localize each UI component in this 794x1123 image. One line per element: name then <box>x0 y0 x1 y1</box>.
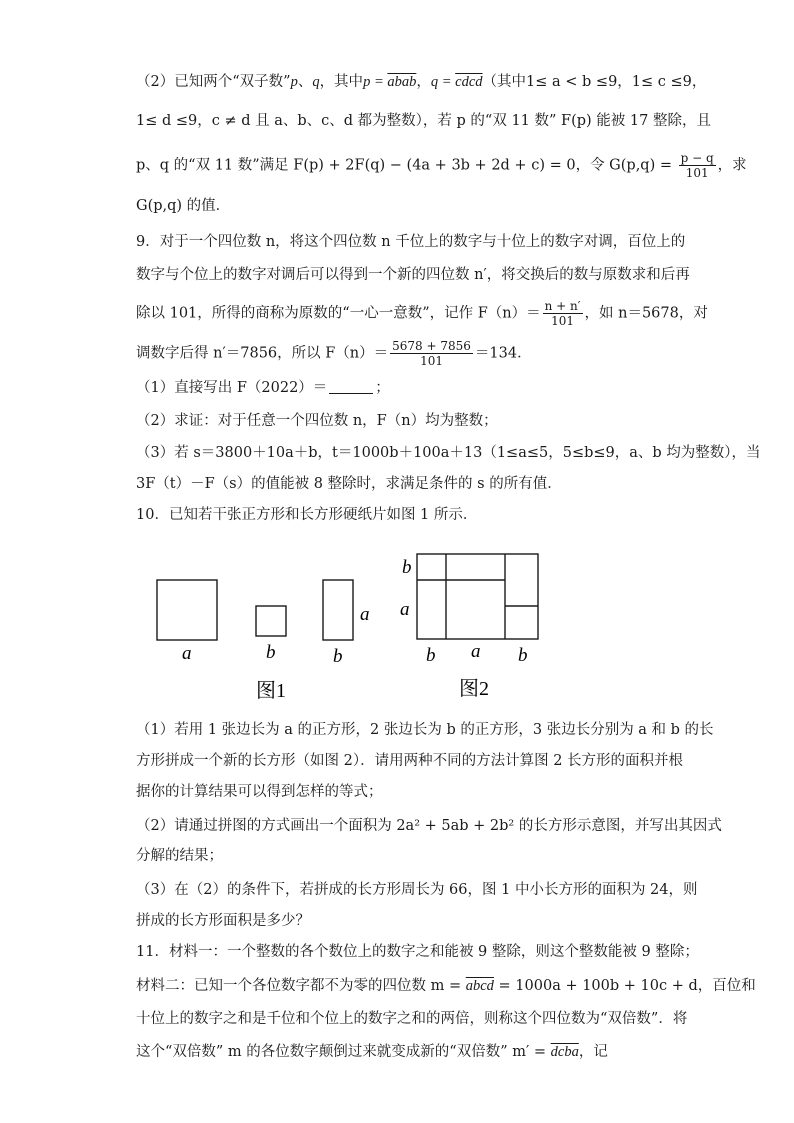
q9-line1: 9．对于一个四位数 n，将这个四位数 n 千位上的数字与十位上的数字对调，百位上的 <box>136 234 686 250</box>
var-q: q <box>312 74 320 90</box>
text: ＝134． <box>474 345 532 362</box>
q10-part2-line2: 分解的结果； <box>136 848 223 864</box>
q8-part2-line3 <box>136 151 747 180</box>
square-a <box>157 580 217 640</box>
text: p、q 的“双 11 数”满足 F(p) + 2F(q) − (4a + 3b + 2d + c) = 0，令 G(p,q) = <box>136 157 677 174</box>
text: = 1000a + 100b + 10c + d，百位和 <box>493 978 756 994</box>
text: ，其中 <box>319 74 364 90</box>
q11-line4 <box>136 1042 660 1062</box>
q10-part1-line2: 方形拼成一个新的长方形（如图 2）．请用两种不同的方法计算图 2 长方形的面积并根 <box>136 753 684 769</box>
q9-part3-line1: （3）若 s＝3800＋10a＋b，t＝1000b＋100a＋13（1≤a≤5，5≤b≤9，a、b 均为整数），当 <box>136 445 761 461</box>
denominator: 101 <box>685 166 709 180</box>
label-b: b <box>402 557 412 578</box>
label-a: a <box>471 641 481 662</box>
q9-part2: （2）求证：对于任意一个四位数 n，F（n）均为整数； <box>136 413 498 429</box>
text: （1）直接写出 F（2022）＝ <box>136 380 328 396</box>
text: ，求 <box>717 157 747 174</box>
overline-cdcd: cdcd <box>455 74 483 90</box>
answer-blank[interactable] <box>329 379 373 394</box>
text: ，如 n＝5678，对 <box>584 305 708 322</box>
label-b: b <box>518 645 528 666</box>
q10-part1-line1: （1）若用 1 张边长为 a 的正方形，2 张边长为 b 的正方形，3 张边长分别为 a 和 b 的长 <box>136 722 714 738</box>
text: （其中1≤ a < b ≤9，1≤ c ≤9， <box>482 74 707 90</box>
q10-part1-line3: 据你的计算结果可以得到怎样的等式； <box>136 784 383 800</box>
text: p = <box>363 74 388 90</box>
overline-abab: abab <box>387 74 417 90</box>
text: 、 <box>297 74 313 90</box>
square-b <box>256 606 286 636</box>
overline-abcd: abcd <box>465 978 494 994</box>
q11-line3: 十位上的数字之和是千位和个位上的数字之和的两倍，则称这个四位数为“双倍数”．将 <box>136 1011 688 1027</box>
q8-part2-line4: G(p,q) 的值． <box>136 198 231 214</box>
figure2-rectangle <box>417 554 538 639</box>
label-a: a <box>360 604 370 625</box>
label-b: b <box>333 646 343 667</box>
q10-line1: 10．已知若干张正方形和长方形硬纸片如图 1 所示． <box>136 507 478 523</box>
text: （2）已知两个“双子数” <box>136 74 291 90</box>
figure1-caption: 图1 <box>256 680 286 702</box>
q11-line1: 11．材料一：一个整数的各个数位上的数字之和能被 9 整除，则这个整数能被 9 整除； <box>136 944 699 960</box>
q8-part2-line2: 1≤ d ≤9，c ≠ d 且 a、b、c、d 都为整数），若 p 的“双 11 数” F(p) 能被 17 整除，且 <box>136 113 711 129</box>
figure2-caption: 图2 <box>459 678 489 700</box>
fraction <box>679 151 716 180</box>
label-b: b <box>266 642 276 663</box>
text: 调数字后得 n′＝7856，所以 F（n）＝ <box>136 345 389 362</box>
q9-line4 <box>136 339 660 368</box>
q11-line2 <box>136 976 756 996</box>
var-p: p <box>290 74 298 90</box>
text: 除以 101，所得的商称为原数的“一心一意数”，记作 F（n）＝ <box>136 305 541 322</box>
label-a: a <box>400 599 410 620</box>
text: ， <box>416 74 431 90</box>
q9-line2: 数字与个位上的数字对调后可以得到一个新的四位数 n′，将交换后的数与原数求和后再 <box>136 267 690 283</box>
label-b: b <box>426 645 436 666</box>
q10-part3-line2: 拼成的长方形面积是多少？ <box>136 913 310 929</box>
q8-part2-line1 <box>136 72 707 92</box>
fraction <box>543 299 583 328</box>
q9-part3-line2: 3F（t）－F（s）的值能被 8 整除时，求满足条件的 s 的所有值． <box>136 476 562 492</box>
numerator: n + n′ <box>544 299 581 313</box>
numerator: 5678 + 7856 <box>392 339 471 353</box>
numerator: p − q <box>680 151 714 165</box>
text: q = <box>430 74 456 90</box>
text: ； <box>375 380 390 396</box>
q9-line3 <box>136 299 708 328</box>
fraction <box>390 339 473 368</box>
q9-part1 <box>136 378 660 398</box>
q10-part2-line1: （2）请通过拼图的方式画出一个面积为 2a² + 5ab + 2b² 的长方形示意图，并写出其因式 <box>136 818 722 834</box>
text: ，记 <box>578 1044 608 1060</box>
text: 材料二：已知一个各位数字都不为零的四位数 m = <box>136 978 466 994</box>
denominator: 101 <box>551 314 575 328</box>
overline-dcba: dcba <box>550 1044 579 1060</box>
label-a: a <box>182 643 192 664</box>
text: 这个“双倍数” m 的各位数字颠倒过来就变成新的“双倍数” m′ = <box>136 1044 551 1060</box>
rectangle-ab <box>323 580 353 640</box>
q10-part3-line1: （3）在（2）的条件下，若拼成的长方形周长为 66，图 1 中小长方形的面积为 24，则 <box>136 882 698 898</box>
figure-area <box>140 545 560 705</box>
denominator: 101 <box>420 354 443 368</box>
